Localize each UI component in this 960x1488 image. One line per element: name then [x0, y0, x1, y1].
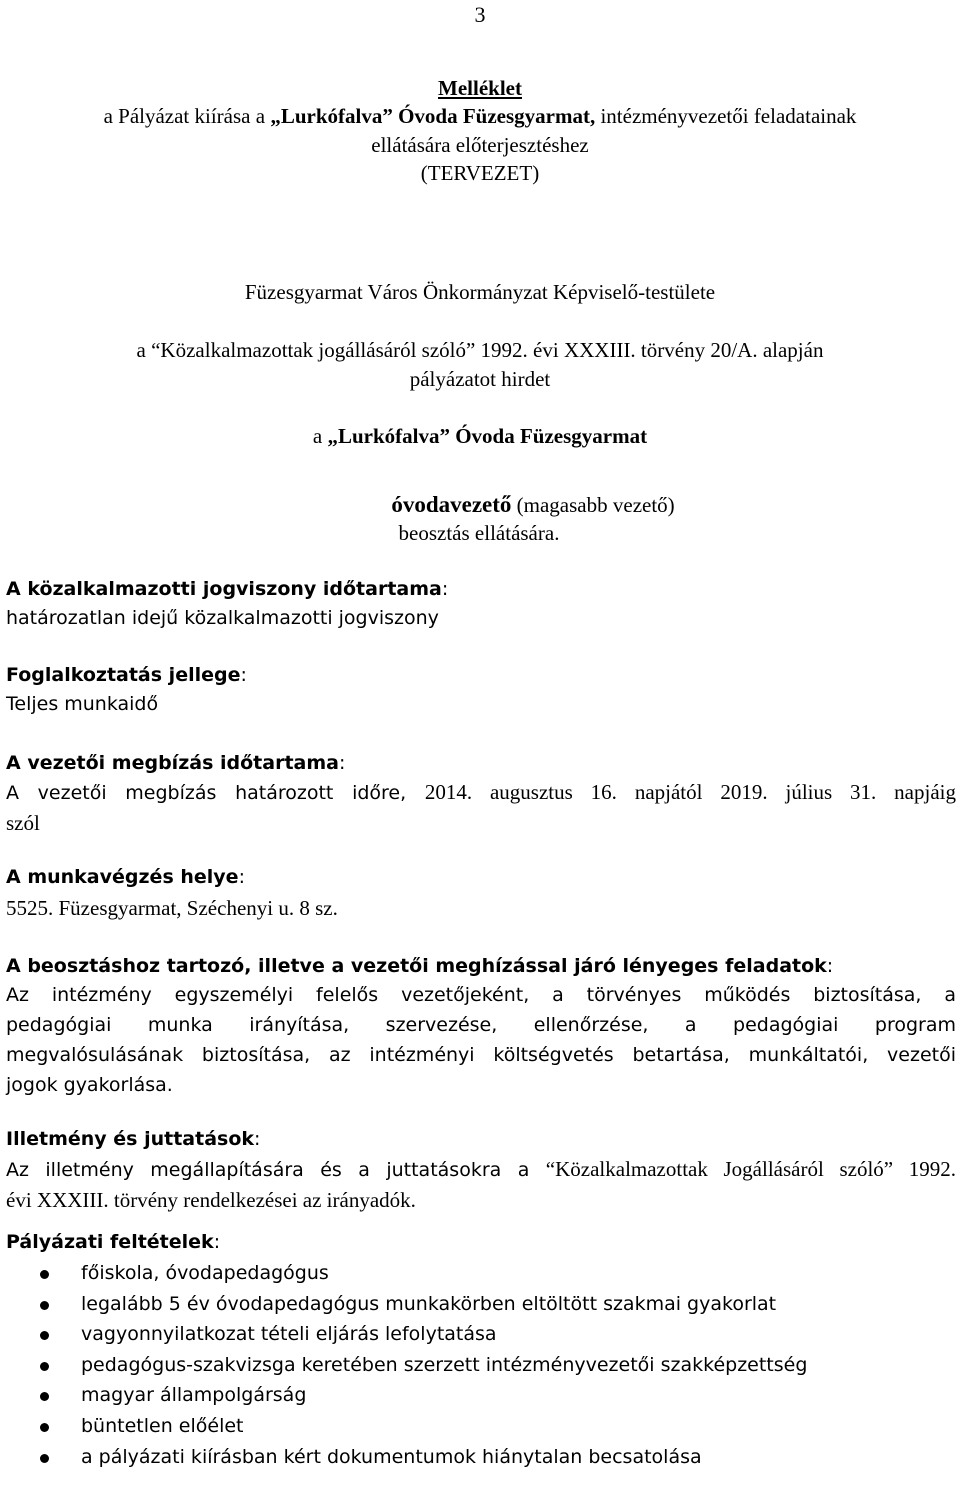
bullet-icon [40, 1362, 49, 1371]
draft-label: (TERVEZET) [420, 161, 540, 185]
salary-value-sans: Az illetmény megállapítására és a juttatásokra a [6, 1159, 546, 1181]
bullet-icon [40, 1392, 49, 1401]
mandate-duration-heading [6, 748, 345, 778]
heading-line-1 [0, 101, 960, 131]
workplace-colon: : [238, 866, 245, 888]
duties-text [6, 980, 956, 1100]
position-title: óvodavezető [391, 492, 512, 517]
institution-pre: a [312, 424, 328, 448]
heading-line-1-institution: „Lurkófalva” Óvoda Füzesgyarmat, [270, 104, 596, 128]
requirement-text: büntetlen előélet [81, 1414, 244, 1437]
requirements-heading [6, 1227, 220, 1257]
mandate-duration-value [6, 777, 956, 838]
salary-colon: : [254, 1128, 261, 1150]
requirement-item [0, 1350, 807, 1381]
requirements-label: Pályázati feltételek [6, 1231, 214, 1253]
bullet-icon [40, 1423, 49, 1432]
annex-title: Melléklet [438, 76, 522, 100]
bullet-icon [40, 1270, 49, 1279]
workplace-label: A munkavégzés helye [6, 866, 239, 888]
legal-basis: a “Közalkalmazottak jogállásáról szóló” 1992. évi XXXIII. törvény 20/A. alapján [136, 338, 824, 362]
requirement-text: legalább 5 év óvodapedagógus munkakörben eltöltött szakmai gyakorlat [81, 1292, 777, 1315]
requirement-text: a pályázati kiírásban kért dokumentumok hiánytalan becsatolása [81, 1445, 702, 1468]
requirement-item [0, 1258, 807, 1289]
requirement-item [0, 1380, 807, 1411]
requirement-item [0, 1289, 807, 1320]
duties-line: megvalósulásának biztosítása, az intézményi költségvetés betartása, munkáltatói, vezetői [6, 1044, 956, 1066]
requirement-text: magyar állampolgárság [81, 1384, 307, 1407]
salary-value-line-2: évi XXXIII. törvény rendelkezései az irányadók. [6, 1188, 416, 1212]
position-rest: (magasabb vezető) [511, 493, 675, 517]
employment-duration-value: határozatlan idejű közalkalmazotti jogviszony [6, 607, 439, 629]
mandate-duration-value-sans: A vezetői megbízás határozott időre, [6, 782, 425, 804]
bullet-icon [40, 1454, 49, 1463]
employment-type-colon: : [240, 664, 247, 686]
bullet-icon [40, 1301, 49, 1310]
institution-name: „Lurkófalva” Óvoda Füzesgyarmat [327, 424, 648, 448]
workplace-heading [6, 862, 245, 892]
announcement: pályázatot hirdet [409, 367, 551, 391]
bullet-icon [40, 1331, 49, 1340]
employment-type-value: Teljes munkaidő [6, 693, 159, 715]
requirement-text: pedagógus-szakvizsga keretében szerzett intézményvezetői szakképzettség [81, 1353, 808, 1376]
employment-duration-heading [6, 574, 448, 604]
requirement-text: vagyonnyilatkozat tételi eljárás lefolytatása [81, 1323, 497, 1346]
mandate-duration-value-line-2: szól [6, 811, 40, 835]
duties-line: jogok gyakorlása. [6, 1074, 173, 1096]
salary-label: Illetmény és juttatások [6, 1128, 255, 1150]
duties-label: A beosztáshoz tartozó, illetve a vezetői meghízással járó lényeges feladatok [6, 955, 827, 977]
salary-heading [6, 1124, 260, 1154]
requirements-colon: : [213, 1231, 221, 1253]
employment-type-heading [6, 660, 247, 690]
salary-value [6, 1154, 956, 1215]
requirements-list [0, 1258, 807, 1472]
page-number: 3 [474, 2, 486, 27]
position-line [0, 490, 960, 520]
employment-duration-colon: : [441, 578, 449, 600]
mandate-duration-colon: : [338, 752, 346, 774]
duties-heading [6, 951, 833, 981]
issuer: Füzesgyarmat Város Önkormányzat Képviselő-testülete [244, 280, 716, 304]
mandate-duration-label: A vezetői megbízás időtartama [6, 752, 339, 774]
requirement-item [0, 1442, 807, 1473]
heading-line-2: ellátására előterjesztéshez [371, 133, 589, 157]
duties-colon: : [826, 955, 834, 977]
requirement-item [0, 1319, 807, 1350]
salary-value-law: “Közalkalmazottak Jogállásáról szóló” 1992. [545, 1157, 956, 1181]
requirement-item [0, 1411, 807, 1442]
requirement-text: főiskola, óvodapedagógus [81, 1262, 329, 1284]
position-line-2: beosztás ellátására. [398, 521, 560, 545]
heading-line-1-post: intézményvezetői feladatainak [595, 104, 857, 128]
workplace-address: 5525. Füzesgyarmat, Széchenyi u. 8 sz. [6, 896, 338, 920]
employment-type-label: Foglalkoztatás jellege [6, 664, 241, 686]
institution-line [0, 421, 960, 451]
heading-line-1-pre: a Pályázat kiírása a [103, 104, 271, 128]
duties-line: pedagógiai munka irányítása, szervezése, ellenőrzése, a pedagógiai program [6, 1014, 956, 1036]
mandate-duration-dates: 2014. augusztus 16. napjától 2019. július 31. napjáig [424, 780, 956, 804]
duties-line: Az intézmény egyszemélyi felelős vezetőjeként, a törvényes működés biztosítása, a [6, 984, 956, 1006]
employment-duration-label: A közalkalmazotti jogviszony időtartama [6, 578, 442, 600]
